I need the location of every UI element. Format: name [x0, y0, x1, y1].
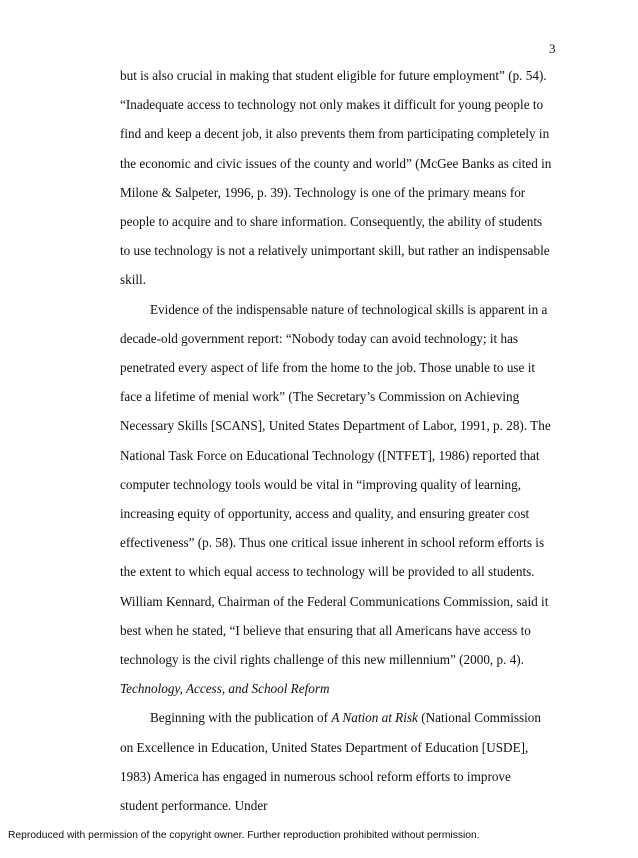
paragraph-reform	[120, 703, 552, 820]
cited-title: A Nation at Risk	[331, 710, 418, 726]
paragraph-reform-rest: (National Commission on Excellence in Education, United States Department of Education [USDE], 1983) America has engaged in numerous school reform efforts to improve student performance. Under	[120, 710, 541, 814]
page-number: 3	[549, 41, 556, 56]
section-heading: Technology, Access, and School Reform	[120, 681, 330, 697]
paragraph-reform-lead: Beginning with the publication of	[150, 710, 332, 726]
paragraph-continuation: but is also crucial in making that student eligible for future employment” (p. 54). “Inadequate access to technology not only makes it difficult for young people to find and keep a decent job, it also prevents them from participating completely in the economic and civic issues of the county and world” (McGee Banks as cited in Milone & Salpeter, 1996, p. 39). Technology is one of the primary means for people to acquire and to share information. Consequently, the ability of students to use technology is not a relatively unimportant skill, but rather an indispensable skill.	[120, 68, 552, 288]
copyright-notice: Reproduced with permission of the copyright owner. Further reproduction prohibited without permission.	[8, 830, 480, 841]
document-body	[120, 61, 552, 820]
paragraph-evidence: Evidence of the indispensable nature of technological skills is apparent in a decade-old government report: “Nobody today can avoid technology; it has penetrated every aspect of life from the home to the job. Those unable to use it face a lifetime of menial work” (The Secretary’s Commission on Achieving Necessary Skills [SCANS], United States Department of Labor, 1991, p. 28). The National Task Force on Educational Technology ([NTFET], 1986) reported that computer technology tools would be vital in “improving quality of learning, increasing equity of opportunity, access and quality, and ensuring greater cost effectiveness” (p. 58). Thus one critical issue inherent in school reform efforts is the extent to which equal access to technology will be provided to all students. William Kennard, Chairman of the Federal Communications Commission, said it best when he stated, “I believe that ensuring that all Americans have access to technology is the civil rights challenge of this new millennium” (2000, p. 4).	[120, 301, 551, 668]
